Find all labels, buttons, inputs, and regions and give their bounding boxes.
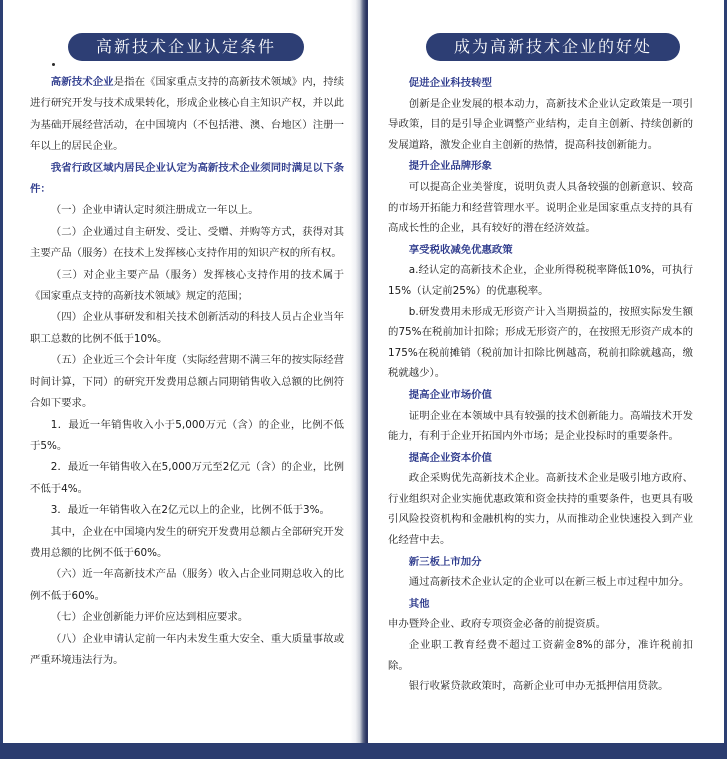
benefit-paragraph: 通过高新技术企业认定的企业可以在新三板上市过程中加分。 — [408, 576, 690, 589]
benefit-paragraph: 证明企业在本领域中具有较强的技术创新能力。高端技术开发能力，有利于企业开拓国内外市场；是企业投标时的重要条件。 — [388, 409, 693, 443]
left-border — [0, 0, 3, 759]
bottom-border — [0, 743, 727, 759]
right-page-title: 成为高新技术企业的好处 — [426, 33, 680, 61]
benefit-paragraph: 可以提高企业美誉度，说明负责人具备较强的创新意识、较高的市场开拓能力和经营管理水平。说明企业是国家重点支持的具有高成长性的企业，具有较好的潜在经济效益。 — [388, 180, 693, 235]
benefit-paragraph: a.经认定的高新技术企业，企业所得税税率降低10%，可执行15%（认定前25%）的优惠税率。 — [388, 264, 693, 297]
benefit-paragraph: 政企采购优先高新技术企业。高新技术企业是吸引地方政府、行业组织对企业实施优惠政策和资金扶持的重要条件，也更具有吸引风险投资机构和金融机构的实力，从而推动企业快速投入到产业化经营中去。 — [388, 472, 693, 547]
intro-paragraph — [30, 72, 344, 158]
condition-item: （一）企业申请认定时须注册成立一年以上。 — [50, 204, 259, 217]
right-page — [388, 0, 693, 743]
requirement-heading: 我省行政区域内居民企业认定为高新技术企业须同时满足以下条件： — [30, 161, 344, 196]
condition-item: （六）近一年高新技术产品（服务）收入占企业同期总收入的比例不低于60%。 — [30, 568, 344, 602]
benefit-paragraph: 申办暨羚企业、政府专项资金必备的前提资质。 — [388, 618, 607, 631]
condition-item: （二）企业通过自主研发、受让、受赠、并购等方式，获得对其主要产品（服务）在技术上发挥核心支持作用的知识产权的所有权。 — [30, 225, 344, 260]
benefit-heading: 其他 — [408, 597, 430, 610]
intro-text: 是指在《国家重点支持的高新技术领域》内，持续进行研究开发与技术成果转化，形成企业核心自主知识产权，并以此为基础开展经营活动，在中国境内（不包括港、澳、台地区）注册一年以上的居民企业。 — [30, 76, 345, 153]
benefit-paragraph: 创新是企业发展的根本动力，高新技术企业认定政策是一项引导政策，目的是引导企业调整产业结构，走自主创新、持续创新的发展道路，激发企业自主创新的热情，提高科技创新能力。 — [388, 97, 693, 151]
condition-item: （八）企业申请认定前一年内未发生重大安全、重大质量事故或严重环境违法行为。 — [30, 632, 344, 666]
condition-item: （五）企业近三个会计年度（实际经营期不满三年的按实际经营时间计算，下同）的研究开发费用总额占同期销售收入总额的比例符合如下要求。 — [30, 354, 344, 410]
left-page-body — [30, 72, 344, 671]
bullet-dot — [52, 63, 55, 66]
sales-ratio-item: 3．最近一年销售收入在2亿元以上的企业，比例不低于3%。 — [50, 504, 330, 517]
left-page-title: 高新技术企业认定条件 — [68, 33, 304, 61]
benefit-heading: 享受税收减免优惠政策 — [408, 243, 513, 256]
intro-term: 高新技术企业 — [50, 76, 114, 88]
benefit-heading: 提高企业资本价值 — [408, 451, 492, 464]
benefit-paragraph: b.研发费用未形成无形资产计入当期损益的，按照实际发生额的75%在税前加计扣除；形成无形资产的，在按照无形资产成本的175%在税前摊销（税前加计扣除比例越高，税前扣除就越高，缴税就越少）。 — [388, 305, 693, 380]
condition-item: （七）企业创新能力评价应达到相应要求。 — [50, 611, 249, 624]
benefit-heading: 新三板上市加分 — [408, 555, 482, 568]
benefit-heading: 提升企业品牌形象 — [408, 160, 492, 173]
domestic-rd-note: 其中，企业在中国境内发生的研究开发费用总额占全部研究开发费用总额的比例不低于60%。 — [30, 525, 344, 559]
benefit-heading: 促进企业科技转型 — [408, 77, 492, 89]
page-fold-shadow — [350, 0, 366, 743]
left-page — [30, 0, 344, 743]
right-page-body — [388, 72, 693, 697]
condition-item: （三）对企业主要产品（服务）发挥核心支持作用的技术属于《国家重点支持的高新技术领域》规定的范围； — [30, 268, 344, 303]
benefit-heading: 提高企业市场价值 — [408, 388, 492, 401]
page-fold-line — [366, 0, 368, 743]
condition-item: （四）企业从事研发和相关技术创新活动的科技人员占企业当年职工总数的比例不低于10%。 — [30, 311, 344, 345]
benefit-paragraph: 企业职工教育经费不超过工资薪金8%的部分，准许税前扣除。 — [388, 639, 693, 672]
sales-ratio-item: 1．最近一年销售收入小于5,000万元（含）的企业，比例不低于5%。 — [30, 418, 344, 452]
benefit-paragraph: 银行收紧贷款政策时，高新企业可申办无抵押信用贷款。 — [408, 680, 669, 693]
sales-ratio-item: 2．最近一年销售收入在5,000万元至2亿元（含）的企业，比例不低于4%。 — [30, 461, 344, 495]
